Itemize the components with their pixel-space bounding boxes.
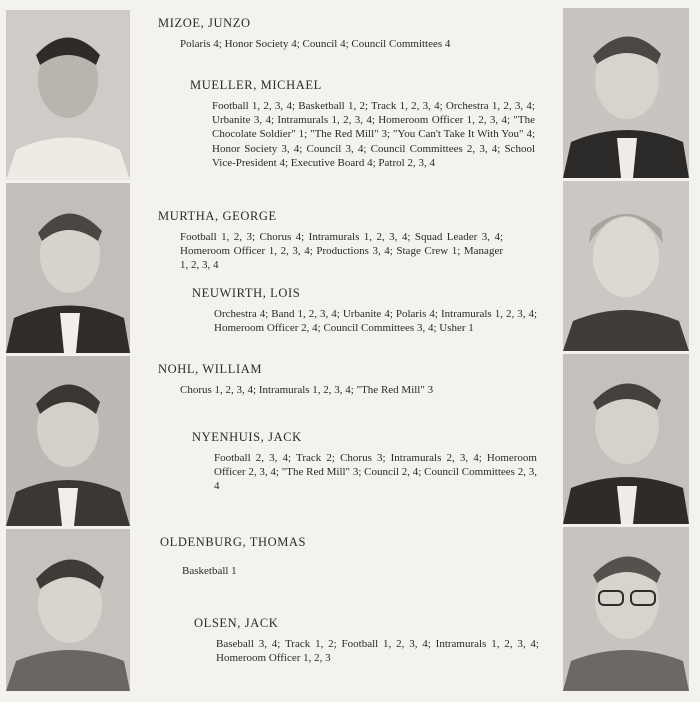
entry-olsen-jack (194, 616, 539, 665)
entry-mueller-michael (190, 78, 535, 170)
student-activities: Baseball 3, 4; Track 1, 2; Football 1, 2, 3, 4; Intramurals 1, 2, 3, 4; Homeroom Officer 1, 2, 3 (216, 638, 539, 665)
student-activities: Chorus 1, 2, 3, 4; Intramurals 1, 2, 3, 4; "The Red Mill" 3 (180, 384, 434, 396)
portrait-oldenburg-thomas (6, 529, 130, 691)
entry-nyenhuis-jack (192, 430, 537, 494)
student-activities: Football 2, 3, 4; Track 2; Chorus 3; Intramurals 2, 3, 4; Homeroom Officer 2, 3, 4; "The Red Mill" 3; Council 2, 4; Council Committees 2, 3, 4 (214, 452, 537, 493)
student-name: MURTHA, GEORGE (158, 209, 277, 223)
entry-murtha-george (158, 209, 503, 273)
student-activities: Football 1, 2, 3; Chorus 4; Intramurals 1, 2, 3, 4; Squad Leader 3, 4; Homeroom Officer 1, 2, 3, 4; Productions 3, 4; Stage Crew 1; Manager 1, 2, 3, 4 (180, 231, 503, 272)
entry-neuwirth-lois (192, 286, 537, 335)
student-name: MIZOE, JUNZO (158, 16, 251, 30)
student-activities: Football 1, 2, 3, 4; Basketball 1, 2; Track 1, 2, 3, 4; Orchestra 1, 2, 3, 4; Urbanite 3, 4; Intramurals 1, 2, 3, 4; Homeroom Officer 1, 2, 3, 4; "The Chocolate Soldier" 1; "The Red Mill" 3; "You Can't Take It With You" 4; Honor Society 3, 4; Council 3, 4; Council Committees 2, 3, 4; School Vice-President 4; Executive Board 4; Patrol 2, 3, 4 (212, 100, 535, 169)
student-name: NEUWIRTH, LOIS (192, 286, 301, 300)
portrait-mueller-michael (563, 8, 689, 178)
student-name: OLDENBURG, THOMAS (160, 535, 307, 549)
portrait-nohl-william (6, 356, 130, 526)
portrait-nyenhuis-jack (563, 354, 689, 524)
student-name: NOHL, WILLIAM (158, 362, 263, 376)
portrait-neuwirth-lois (563, 181, 689, 351)
student-activities: Basketball 1 (182, 565, 237, 577)
student-activities: Polaris 4; Honor Society 4; Council 4; Council Committees 4 (180, 38, 451, 50)
student-name: NYENHUIS, JACK (192, 430, 302, 444)
student-name: OLSEN, JACK (194, 616, 279, 630)
student-name: MUELLER, MICHAEL (190, 78, 322, 92)
portrait-olsen-jack (563, 527, 689, 691)
entry-mizoe-junzo (158, 16, 503, 51)
portrait-mizoe-junzo (6, 10, 130, 180)
portrait-murtha-george (6, 183, 130, 353)
entry-oldenburg-thomas (160, 535, 505, 578)
student-activities: Orchestra 4; Band 1, 2, 3, 4; Urbanite 4; Polaris 4; Intramurals 1, 2, 3, 4; Homeroom Officer 2, 4; Council Committees 3, 4; Usher 1 (214, 308, 537, 335)
entry-nohl-william (158, 362, 528, 397)
